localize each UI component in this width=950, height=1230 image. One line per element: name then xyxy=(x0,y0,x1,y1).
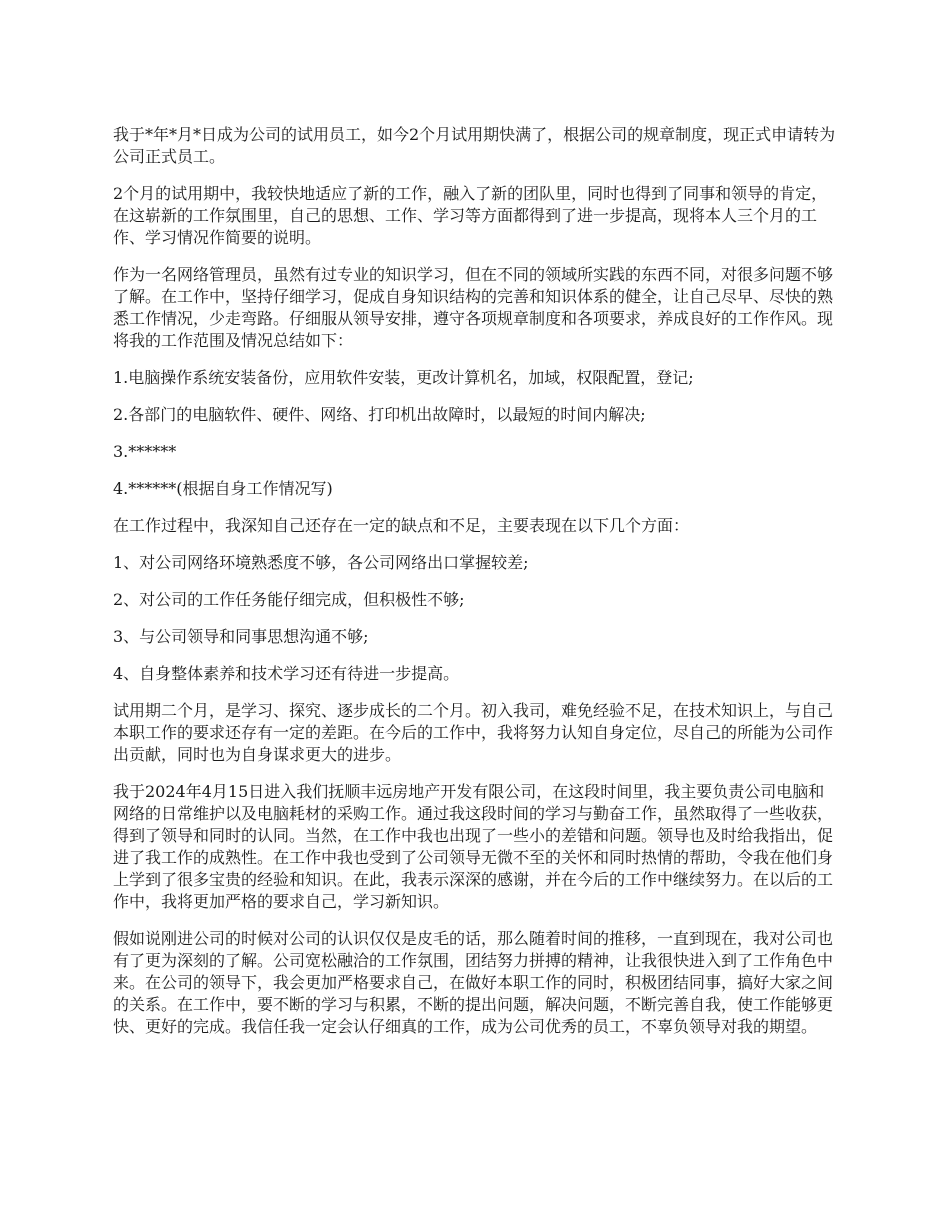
paragraph-conclusion: 假如说刚进公司的时候对公司的认识仅仅是皮毛的话，那么随着时间的推移，一直到现在，我对公司也有了更为深刻的了解。公司宽松融洽的工作氛围，团结努力拼搏的精神，让我很快进入到了工作角色中来。在公司的领导下，我会更加严格要求自己，在做好本职工作的同时，积极团结同事，搞好大家之间的关系。在工作中，要不断的学习与积累，不断的提出问题，解决问题，不断完善自我，使工作能够更快、更好的完成。我信任我一定会认仔细真的工作，成为公司优秀的员工，不辜负领导对我的期望。 xyxy=(113,929,834,1036)
list-item-shortcoming-2: 2、对公司的工作任务能仔细完成，但积极性不够; xyxy=(113,590,465,609)
list-item-duty-3: 3.****** xyxy=(113,442,177,461)
document-body xyxy=(113,124,837,1053)
paragraph-role: 作为一名网络管理员，虽然有过专业的知识学习，但在不同的领域所实践的东西不同，对很多问题不够了解。在工作中，坚持仔细学习，促成自身知识结构的完善和知识体系的健全，让自己尽早、尽快的熟悉工作情况，少走弯路。仔细服从领导安排，遵守各项规章制度和各项要求，养成良好的工作作风。现将我的工作范围及情况总结如下： xyxy=(113,265,834,350)
paragraph-shortcomings: 在工作过程中，我深知自己还存在一定的缺点和不足，主要表现在以下几个方面： xyxy=(113,516,690,535)
list-item-duty-1: 1.电脑操作系统安装备份，应用软件安装，更改计算机名，加域，权限配置，登记; xyxy=(113,368,694,387)
paragraph-company-experience: 我于2024年4月15日进入我们抚顺丰远房地产开发有限公司，在这段时间里，我主要负责公司电脑和网络的日常维护以及电脑耗材的采购工作。通过我这段时间的学习与勤奋工作，虽然取得了一些收获，得到了领导和同时的认同。当然，在工作中我也出现了一些小的差错和问题。领导也及时给我指出，促进了我工作的成熟性。在工作中我也受到了公司领导无微不至的关怀和同时热情的帮助，令我在他们身上学到了很多宝贵的经验和知识。在此，我表示深深的感谢，并在今后的工作中继续努力。在以后的工作中，我将更加严格的要求自己，学习新知识。 xyxy=(113,782,834,911)
list-item-duty-4: 4.******(根据自身工作情况写) xyxy=(113,479,333,498)
paragraph-intro: 我于*年*月*日成为公司的试用员工，如今2个月试用期快满了，根据公司的规章制度，现正式申请转为公司正式员工。 xyxy=(113,125,836,166)
list-item-shortcoming-4: 4、自身整体素养和技术学习还有待进一步提高。 xyxy=(113,664,460,683)
list-item-shortcoming-3: 3、与公司领导和同事思想沟通不够; xyxy=(113,627,369,646)
list-item-shortcoming-1: 1、对公司网络环境熟悉度不够，各公司网络出口掌握较差; xyxy=(113,553,529,572)
list-item-duty-2: 2.各部门的电脑软件、硬件、网络、打印机出故障时，以最短的时间内解决; xyxy=(113,405,646,424)
paragraph-adaptation: 2个月的试用期中，我较快地适应了新的工作，融入了新的团队里，同时也得到了同事和领导的肯定，在这崭新的工作氛围里，自己的思想、工作、学习等方面都得到了进一步提高，现将本人三个月的工作、学习情况作简要的说明。 xyxy=(113,184,828,247)
paragraph-probation-summary: 试用期二个月，是学习、探究、逐步成长的二个月。初入我司，难免经验不足，在技术知识上，与自己本职工作的要求还存有一定的差距。在今后的工作中，我将努力认知自身定位，尽自己的所能为公司作出贡献，同时也为自身谋求更大的进步。 xyxy=(113,701,834,764)
